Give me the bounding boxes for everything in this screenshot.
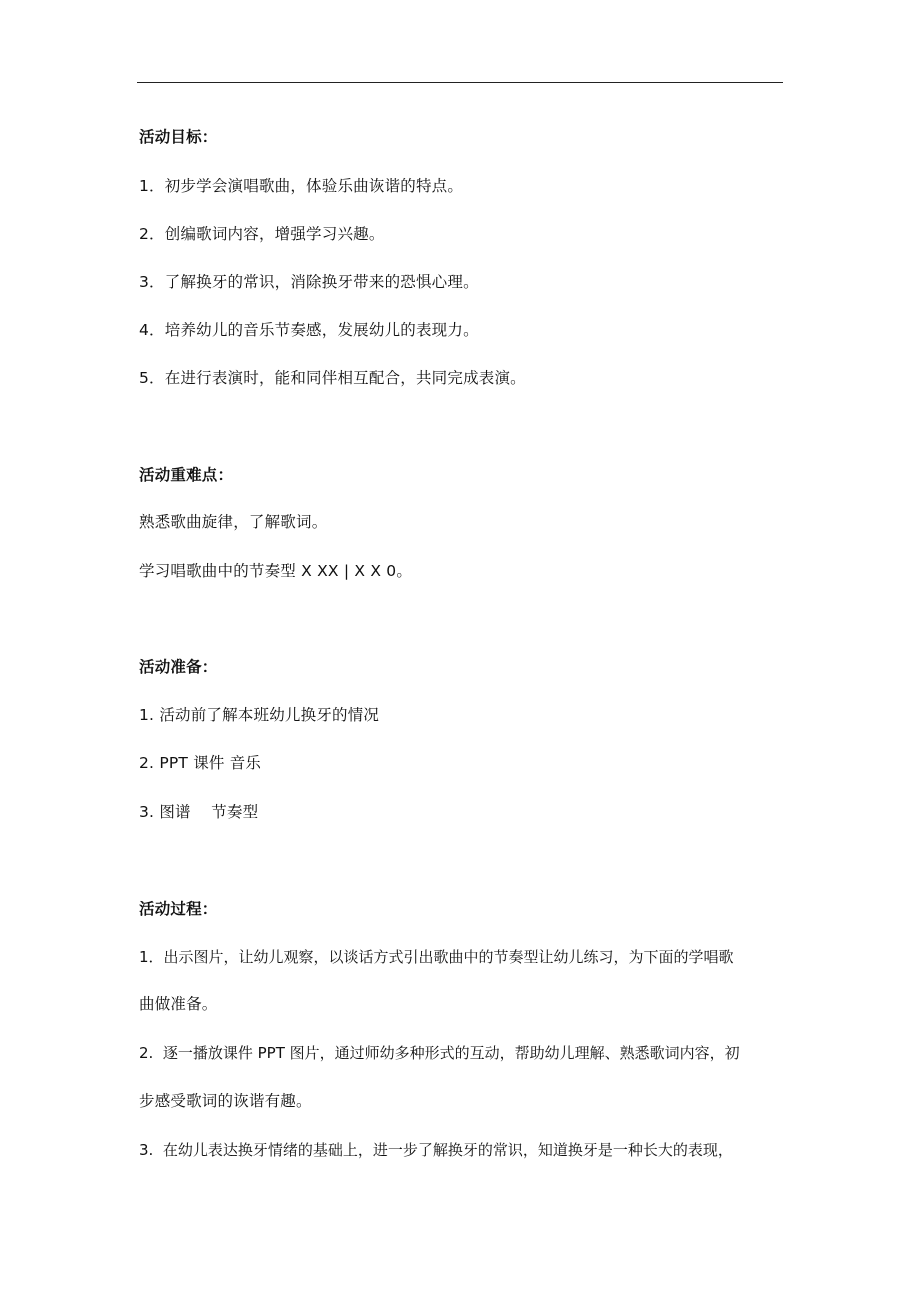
key-point-item-2: 学习唱歌曲中的节奏型 X XX | X X 0。 — [139, 562, 413, 580]
goals-heading: 活动目标： — [139, 128, 218, 146]
preparation-heading: 活动准备： — [139, 658, 218, 676]
key-points-heading: 活动重难点： — [139, 466, 234, 484]
preparation-item-2: 2. PPT 课件 音乐 — [139, 754, 262, 772]
goal-item-5: 5．在进行表演时，能和同伴相互配合，共同完成表演。 — [139, 369, 526, 387]
process-heading: 活动过程： — [139, 900, 218, 918]
process-item-1-line-2: 曲做准备。 — [139, 995, 218, 1013]
preparation-item-1: 1. 活动前了解本班幼儿换牙的情况 — [139, 706, 380, 724]
process-item-1-line-1: 1．出示图片，让幼儿观察，以谈话方式引出歌曲中的节奏型让幼儿练习，为下面的学唱歌 — [139, 948, 734, 966]
process-item-2-line-2: 步感受歌词的诙谐有趣。 — [139, 1092, 312, 1110]
goal-item-1: 1．初步学会演唱歌曲，体验乐曲诙谐的特点。 — [139, 177, 464, 195]
key-point-item-1: 熟悉歌曲旋律，了解歌词。 — [139, 513, 328, 531]
process-item-3-line-1: 3. 在幼儿表达换牙情绪的基础上，进一步了解换牙的常识，知道换牙是一种长大的表现， — [139, 1141, 733, 1159]
goal-item-3: 3．了解换牙的常识，消除换牙带来的恐惧心理。 — [139, 273, 479, 291]
goal-item-2: 2．创编歌词内容，增强学习兴趣。 — [139, 225, 385, 243]
goal-item-4: 4．培养幼儿的音乐节奏感，发展幼儿的表现力。 — [139, 321, 479, 339]
header-rule — [137, 82, 783, 83]
process-item-2-line-1: 2. 逐一播放课件 PPT 图片，通过师幼多种形式的互动，帮助幼儿理解、熟悉歌词内容，初 — [139, 1044, 740, 1062]
preparation-item-3: 3. 图谱 节奏型 — [139, 803, 259, 821]
